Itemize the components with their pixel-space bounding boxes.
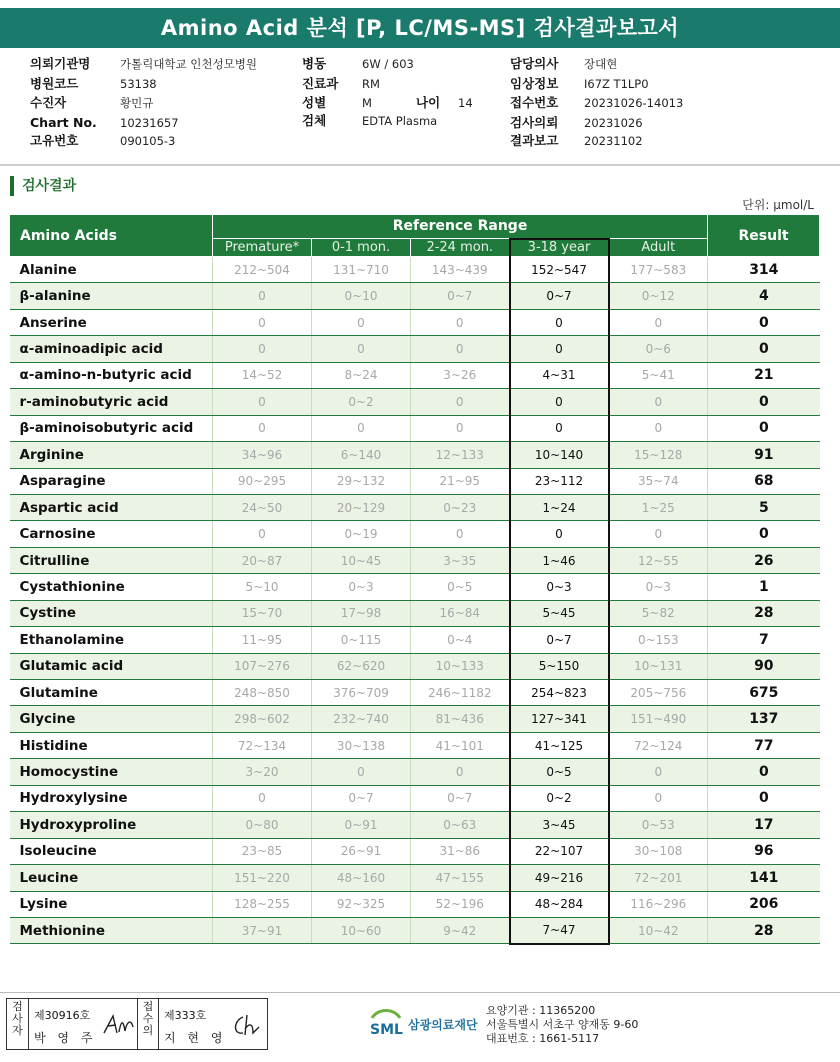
reference-range: 6~140 [312,442,411,468]
value-clinical-info: I67Z T1LP0 [584,77,649,91]
result-value: 90 [708,653,820,679]
reference-range-highlighted: 48~284 [510,891,609,917]
result-value: 77 [708,732,820,758]
results-body [10,257,820,944]
result-value: 0 [708,759,820,785]
amino-acid-name: Glycine [10,706,213,732]
value-physician: 장대현 [584,57,618,71]
value-result-report: 20231102 [584,134,643,148]
reference-range: 0 [312,336,411,362]
org-info [486,1004,638,1046]
reference-range: 0 [312,759,411,785]
reference-range: 10~133 [411,653,510,679]
reference-range: 0 [411,336,510,362]
reference-range: 30~108 [609,838,708,864]
org-line-2: 서울특별시 서초구 양재동 9-60 [486,1018,639,1031]
reference-range: 90~295 [213,468,312,494]
reference-range: 143~439 [411,257,510,283]
result-value: 314 [708,257,820,283]
amino-acid-name: Hydroxyproline [10,812,213,838]
table-row [10,785,820,811]
value-hospital-code: 53138 [120,77,157,91]
reference-range: 37~91 [213,917,312,943]
reference-range: 232~740 [312,706,411,732]
reference-range: 29~132 [312,468,411,494]
reference-range: 5~41 [609,362,708,388]
reference-range: 0~153 [609,627,708,653]
table-row [10,442,820,468]
reference-range: 26~91 [312,838,411,864]
reference-range: 31~86 [411,838,510,864]
reference-range: 0~53 [609,812,708,838]
table-row [10,706,820,732]
reference-range-highlighted: 23~112 [510,468,609,494]
reference-range-highlighted: 0 [510,389,609,415]
amino-acid-name: Hydroxylysine [10,785,213,811]
amino-acid-name: Cystine [10,600,213,626]
value-unique-no: 090105-3 [120,134,176,148]
table-row [10,627,820,653]
result-value: 0 [708,389,820,415]
result-value: 17 [708,812,820,838]
reference-range-highlighted: 41~125 [510,732,609,758]
reference-range: 1~25 [609,494,708,520]
reference-range: 10~45 [312,547,411,573]
table-row [10,415,820,441]
reference-range: 0~19 [312,521,411,547]
reference-range: 8~24 [312,362,411,388]
org-line-1: 요양기관 : 11365200 [486,1004,596,1017]
table-row [10,521,820,547]
table-row [10,494,820,520]
patient-info [0,52,840,164]
amino-acid-name: Asparagine [10,468,213,494]
result-value: 0 [708,415,820,441]
amino-acid-name: Homocystine [10,759,213,785]
label-result-report: 결과보고 [510,133,559,148]
reference-range: 11~95 [213,627,312,653]
result-value: 4 [708,283,820,309]
reference-range: 62~620 [312,653,411,679]
header-3-18-year: 3-18 year [510,239,609,257]
reference-range: 0 [411,415,510,441]
reference-range-highlighted: 0 [510,415,609,441]
reference-range: 9~42 [411,917,510,943]
reference-range: 3~20 [213,759,312,785]
tester-license: 제30916호 [34,1009,91,1022]
reference-range: 21~95 [411,468,510,494]
reference-range: 0~3 [312,574,411,600]
reference-range: 72~124 [609,732,708,758]
result-value: 91 [708,442,820,468]
amino-acid-name: Isoleucine [10,838,213,864]
value-ward: 6W / 603 [362,57,414,71]
result-value: 5 [708,494,820,520]
section-title: 검사결과 [10,176,76,196]
reference-range: 0 [213,336,312,362]
table-row [10,732,820,758]
reference-range: 10~60 [312,917,411,943]
reference-range-highlighted: 0 [510,336,609,362]
value-sex: M [362,96,372,110]
reviewer-label: 접수의 [137,999,159,1049]
label-hospital-code: 병원코드 [30,76,79,91]
table-row [10,680,820,706]
reference-range: 212~504 [213,257,312,283]
amino-acid-name: α-amino-n-butyric acid [10,362,213,388]
header-2-24-mon: 2-24 mon. [411,239,510,257]
signature-box [6,998,268,1050]
logo-name: 삼광의료재단 [408,1018,478,1032]
reference-range: 20~87 [213,547,312,573]
table-row [10,891,820,917]
value-patient: 황민규 [120,96,154,110]
table-row [10,547,820,573]
amino-acid-name: α-aminoadipic acid [10,336,213,362]
reference-range: 0 [213,415,312,441]
table-row [10,812,820,838]
reference-range: 0~91 [312,812,411,838]
reference-range: 0 [312,309,411,335]
reference-range: 10~42 [609,917,708,943]
reference-range: 0 [213,309,312,335]
table-row [10,362,820,388]
label-department: 진료과 [302,76,339,91]
reference-range: 81~436 [411,706,510,732]
reference-range: 0~12 [609,283,708,309]
reference-range: 0 [609,759,708,785]
reference-range: 0 [213,785,312,811]
reference-range: 16~84 [411,600,510,626]
header-reference-range: Reference Range [213,215,708,239]
header-amino-acids: Amino Acids [10,215,213,257]
reference-range: 14~52 [213,362,312,388]
amino-acid-name: Glutamic acid [10,653,213,679]
reference-range: 5~82 [609,600,708,626]
reference-range-highlighted: 0~2 [510,785,609,811]
table-row [10,574,820,600]
reference-range-highlighted: 49~216 [510,865,609,891]
reference-range: 15~128 [609,442,708,468]
reference-range: 52~196 [411,891,510,917]
reference-range: 72~134 [213,732,312,758]
reviewer-signature [229,1011,263,1039]
reference-range: 0~23 [411,494,510,520]
label-test-request: 검사의뢰 [510,115,559,130]
result-value: 68 [708,468,820,494]
sml-logo [366,1004,486,1044]
reviewer-license: 제333호 [164,1009,207,1022]
reference-range: 0~80 [213,812,312,838]
reference-range: 246~1182 [411,680,510,706]
reference-range: 151~490 [609,706,708,732]
header-premature: Premature* [213,239,312,257]
value-receipt-no: 20231026-14013 [584,96,684,110]
reference-range: 35~74 [609,468,708,494]
result-value: 26 [708,547,820,573]
reference-range: 23~85 [213,838,312,864]
reference-range: 72~201 [609,865,708,891]
reference-range: 3~35 [411,547,510,573]
label-clinical-info: 임상정보 [510,76,559,91]
table-row [10,838,820,864]
reference-range: 0 [609,389,708,415]
tester-name: 박 영 주 [34,1031,97,1045]
reference-range: 0 [411,759,510,785]
reference-range-highlighted: 0~7 [510,627,609,653]
reference-range-highlighted: 5~150 [510,653,609,679]
label-physician: 담당의사 [510,56,559,71]
reference-range: 248~850 [213,680,312,706]
reference-range: 0 [609,785,708,811]
label-patient: 수진자 [30,95,67,110]
value-chart-no: 10231657 [120,116,179,130]
label-specimen: 검체 [302,113,327,128]
label-unique-no: 고유번호 [30,133,79,148]
reference-range-highlighted: 0 [510,521,609,547]
result-value: 0 [708,521,820,547]
tester-signature [101,1011,135,1039]
reference-range: 30~138 [312,732,411,758]
reference-range-highlighted: 22~107 [510,838,609,864]
result-value: 0 [708,309,820,335]
label-age: 나이 [416,95,441,110]
amino-acid-name: r-aminobutyric acid [10,389,213,415]
footer-divider [0,992,840,993]
reference-range: 128~255 [213,891,312,917]
reference-range: 116~296 [609,891,708,917]
reference-range: 0~63 [411,812,510,838]
reference-range-highlighted: 127~341 [510,706,609,732]
reference-range: 41~101 [411,732,510,758]
header-0-1-mon: 0-1 mon. [312,239,411,257]
reference-range-highlighted: 7~47 [510,917,609,943]
reference-range: 0 [213,283,312,309]
result-value: 21 [708,362,820,388]
result-value: 206 [708,891,820,917]
value-test-request: 20231026 [584,116,643,130]
value-requesting-institution: 가톨릭대학교 인천성모병원 [120,57,257,71]
reference-range-highlighted: 0~7 [510,283,609,309]
amino-acid-name: Ethanolamine [10,627,213,653]
result-value: 675 [708,680,820,706]
reference-range: 0 [609,415,708,441]
reference-range: 131~710 [312,257,411,283]
reference-range: 5~10 [213,574,312,600]
org-line-3: 대표번호 : 1661-5117 [486,1032,600,1045]
value-specimen: EDTA Plasma [362,114,438,128]
table-row [10,917,820,943]
value-age: 14 [458,96,473,110]
reference-range: 24~50 [213,494,312,520]
reference-range-highlighted: 3~45 [510,812,609,838]
reviewer-name: 지 현 영 [164,1031,227,1045]
amino-acid-name: Lysine [10,891,213,917]
reference-range: 20~129 [312,494,411,520]
value-department: RM [362,77,380,91]
reference-range: 0~4 [411,627,510,653]
reference-range: 298~602 [213,706,312,732]
result-value: 141 [708,865,820,891]
amino-acid-name: Carnosine [10,521,213,547]
table-row [10,600,820,626]
reference-range: 17~98 [312,600,411,626]
reference-range-highlighted: 5~45 [510,600,609,626]
reference-range-highlighted: 0~3 [510,574,609,600]
label-receipt-no: 접수번호 [510,95,559,110]
header-adult: Adult [609,239,708,257]
reference-range: 0 [609,309,708,335]
reference-range: 177~583 [609,257,708,283]
table-row [10,468,820,494]
reference-range: 0 [312,415,411,441]
reference-range: 12~55 [609,547,708,573]
reference-range-highlighted: 152~547 [510,257,609,283]
reference-range: 151~220 [213,865,312,891]
reference-range-highlighted: 10~140 [510,442,609,468]
reference-range-highlighted: 254~823 [510,680,609,706]
table-row [10,653,820,679]
table-row [10,759,820,785]
reference-range: 12~133 [411,442,510,468]
reference-range: 0~115 [312,627,411,653]
amino-acid-name: Methionine [10,917,213,943]
amino-acid-name: β-aminoisobutyric acid [10,415,213,441]
amino-acid-name: Cystathionine [10,574,213,600]
result-value: 0 [708,336,820,362]
reference-range-highlighted: 0~5 [510,759,609,785]
amino-acid-name: Histidine [10,732,213,758]
unit-label: 단위: μmol/L [742,198,814,212]
amino-acid-name: Aspartic acid [10,494,213,520]
amino-acid-name: Citrulline [10,547,213,573]
divider [0,164,840,166]
reference-range-highlighted: 0 [510,309,609,335]
reference-range: 205~756 [609,680,708,706]
label-requesting-institution: 의뢰기관명 [30,56,91,71]
table-row [10,309,820,335]
result-value: 28 [708,917,820,943]
reference-range: 0~10 [312,283,411,309]
label-sex: 성별 [302,95,327,110]
results-table [9,214,820,945]
result-value: 0 [708,785,820,811]
amino-acid-name: Arginine [10,442,213,468]
reference-range: 0 [411,309,510,335]
reference-range: 376~709 [312,680,411,706]
reference-range-highlighted: 1~46 [510,547,609,573]
reference-range: 34~96 [213,442,312,468]
reference-range: 0~7 [411,283,510,309]
reference-range: 0 [213,389,312,415]
amino-acid-name: Glutamine [10,680,213,706]
table-row [10,389,820,415]
reference-range: 3~26 [411,362,510,388]
amino-acid-name: β-alanine [10,283,213,309]
reference-range: 0~2 [312,389,411,415]
reference-range: 107~276 [213,653,312,679]
reference-range: 10~131 [609,653,708,679]
reference-range: 0~7 [312,785,411,811]
logo-mark: SML [370,1022,403,1038]
result-value: 1 [708,574,820,600]
result-value: 28 [708,600,820,626]
table-row [10,865,820,891]
header-result: Result [708,215,820,257]
report-footer [0,992,840,1062]
label-ward: 병동 [302,56,327,71]
label-chart-no: Chart No. [30,115,97,130]
reference-range: 48~160 [312,865,411,891]
sml-logo-icon [366,1004,406,1044]
table-row [10,283,820,309]
reference-range: 0~3 [609,574,708,600]
reference-range: 0~5 [411,574,510,600]
reference-range: 0 [213,521,312,547]
reference-range: 15~70 [213,600,312,626]
reference-range-highlighted: 1~24 [510,494,609,520]
table-row [10,257,820,283]
reference-range: 47~155 [411,865,510,891]
reference-range: 0 [411,521,510,547]
result-value: 7 [708,627,820,653]
amino-acid-name: Alanine [10,257,213,283]
amino-acid-name: Leucine [10,865,213,891]
result-value: 96 [708,838,820,864]
result-value: 137 [708,706,820,732]
reference-range: 0~6 [609,336,708,362]
reference-range: 0~7 [411,785,510,811]
reference-range: 0 [609,521,708,547]
reference-range: 0 [411,389,510,415]
reference-range: 92~325 [312,891,411,917]
reference-range-highlighted: 4~31 [510,362,609,388]
tester-label: 검사자 [7,999,29,1049]
table-row [10,336,820,362]
report-title: Amino Acid 분석 [P, LC/MS-MS] 검사결과보고서 [0,8,840,48]
amino-acid-name: Anserine [10,309,213,335]
